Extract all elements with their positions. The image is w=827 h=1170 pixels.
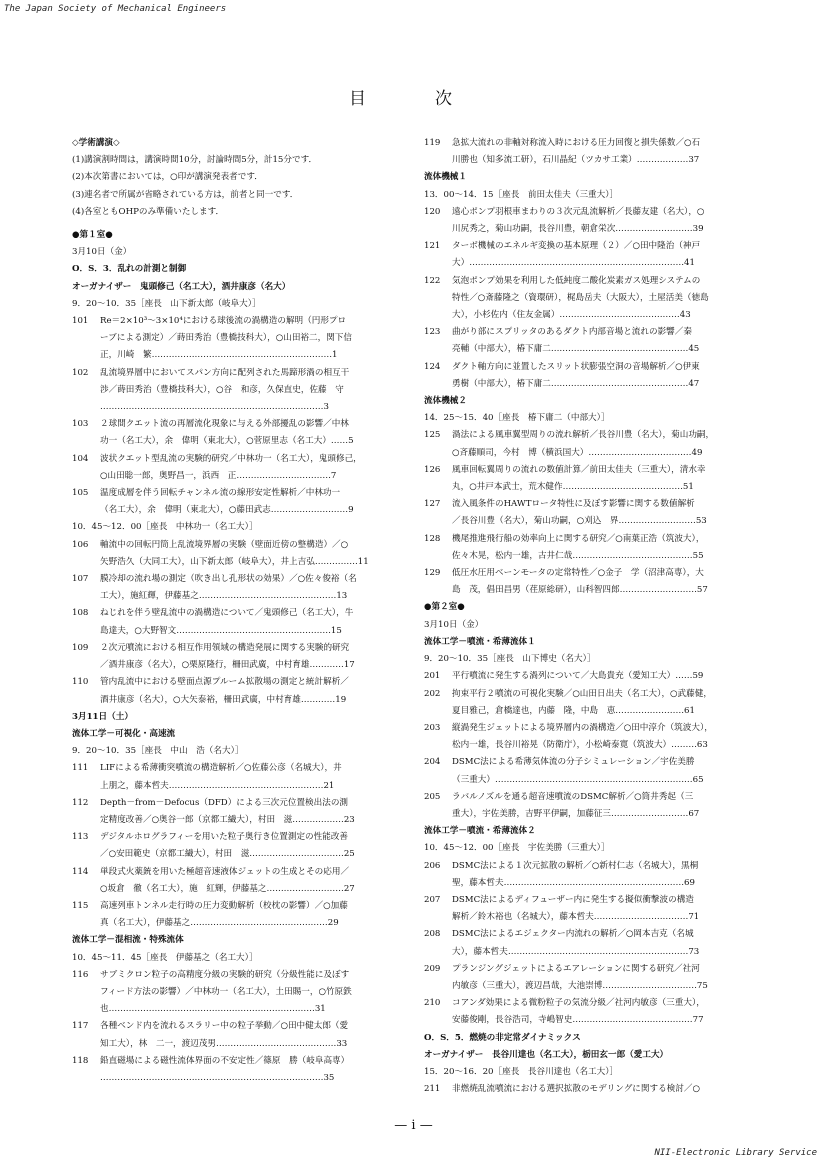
text-line: 15．20〜16．20［座長 長谷川達也（名工大）］ (424, 1066, 619, 1077)
entry-line: ○斉藤順司，今村 博（横浜国大）………………………………49 (452, 447, 703, 458)
entry-line: 解析／鈴木裕也（名城大），藤本哲夫……………………………71 (452, 912, 700, 923)
toc-entry[interactable] (424, 892, 760, 926)
section-heading: ●第２室● (424, 602, 465, 613)
text-line: 9．20〜10．35［座長 中山 浩（名大）］ (72, 746, 244, 757)
toc-entry[interactable] (424, 1081, 760, 1098)
text-line: 9．20〜10．35［座長 山下新太郎（岐阜大）］ (72, 298, 261, 309)
toc-entry[interactable] (424, 324, 760, 358)
toc-entry[interactable] (424, 531, 760, 565)
entry-line: ターボ機械のエネルギ変換の基本原理（２）／○田中隆治（神戸 (452, 241, 701, 252)
entry-line: （名工大），余 偉明（東北大），○藤田武志………………………9 (100, 505, 354, 516)
entry-number: 126 (424, 464, 441, 475)
entry-line: 急拡大流れの非軸対称流入時における圧力回復と損失係数／○石 (452, 138, 701, 148)
entry-line: ２球間クエット流の再層流化現象に与える外部擾乱の影響／中林 (100, 419, 349, 430)
entry-line: 矢野浩久（大同工大），山下新太郎（岐阜大），井上吉弘……………11 (100, 556, 369, 567)
text-line: (2)本次第書においては，○印が講演発表者です． (72, 172, 263, 183)
entry-line: 松内一雄，長谷川裕晃（防衛庁），小松崎泰寛（筑波大）………63 (452, 740, 708, 751)
entry-text (100, 898, 408, 932)
entry-number: 107 (72, 574, 89, 585)
entry-text (452, 668, 760, 685)
entry-line: 功一（名工大），余 偉明（東北大），○菅原里志（名工大）……5 (100, 436, 354, 447)
section-heading: 流体機械２ (424, 396, 467, 407)
entry-number: 207 (424, 894, 441, 905)
text-line: 13．00〜14．15［座長 前田太佳夫（三重大）］ (424, 189, 619, 200)
entry-line: DSMC法による希薄気体流の分子シミュレーション／宇佐美勝 (452, 757, 695, 768)
entry-number: 210 (424, 998, 441, 1009)
entry-line: コアンダ効果による微粉粒子の気流分級／社河内敏彦（三重大）， (452, 998, 705, 1009)
entry-text (100, 1018, 408, 1052)
entry-number: 110 (72, 677, 89, 688)
entry-text (100, 365, 408, 417)
entry-number: 104 (72, 453, 89, 464)
entry-line: 気泡ポンプ効果を利用した低純度二酸化炭素ガス処理システムの (452, 275, 701, 286)
page-title: 目 次 (349, 89, 478, 109)
section-heading: 流体工学－噴流・希薄流体２ (424, 826, 536, 837)
entry-number: 105 (72, 488, 89, 499)
entry-line: ／酒井康彦（名大），○栗原隆行，柵田武廣，中村育雄…………17 (100, 660, 355, 671)
toc-entry[interactable] (72, 898, 408, 932)
entry-number: 121 (424, 241, 441, 252)
entry-line: 遠心ポンプ羽根車まわりの３次元乱流解析／長藤友建（名大），○ (452, 206, 705, 217)
entry-text (452, 238, 760, 272)
toc-entry[interactable] (72, 967, 408, 1019)
page-number: — i — (394, 1118, 433, 1133)
entry-line: 各種ベンド内を流れるスラリー中の粒子挙動／○田中健太郎（愛 (100, 1021, 349, 1032)
entry-line: 重大），宇佐美勝，吉野平伊嗣，加藤征三………………………67 (452, 808, 700, 819)
entry-line: 島 茂，倡田昌男（荏原総研），山科智四郎………………………57 (452, 585, 708, 596)
entry-line: 真（名工大），伊藤基之…………………………………………29 (100, 918, 339, 929)
entry-line: 定精度改善／○奥谷一郎（京都工繊大），村田 滋………………23 (100, 814, 355, 825)
entry-line: ○山田聡一郎，奥野昌一，浜西 正……………………………7 (100, 470, 337, 481)
entry-line: 酒井康彦（名大），○大矢泰裕，柵田武廣，中村育雄…………19 (100, 694, 347, 705)
entry-line: 管内乱流中における壁面点源プルーム拡散場の測定と統計解析／ (100, 677, 349, 688)
entry-line: 特性／○斎藤隆之（資環研），梶島岳夫（大阪大），土屋活美（徳島 (452, 292, 709, 303)
toc-entry[interactable] (72, 365, 408, 417)
entry-line: LIFによる希薄衝突噴流の構造解析／○佐藤公彦（名城大），井 (100, 763, 342, 774)
entry-number: 202 (424, 688, 441, 699)
entry-number: 101 (72, 316, 89, 327)
entry-line: 大），藤本哲夫………………………………………………………73 (452, 946, 700, 957)
entry-number: 108 (72, 608, 89, 619)
entry-text (100, 451, 408, 485)
toc-entry[interactable] (424, 995, 760, 1029)
entry-line: 流入風条件のHAWTロータ特性に及ぼす影響に関する数値解析 (452, 499, 695, 510)
entry-line: 島達夫，○大野智文………………………………………………15 (100, 625, 342, 636)
entry-number: 205 (424, 791, 441, 802)
text-line: 10．45〜12．00［座長 宇佐美勝（三重大）］ (424, 843, 610, 854)
toc-entry[interactable] (424, 789, 760, 823)
journal-header: The Japan Society of Mechanical Engineers (4, 4, 227, 14)
entry-text (452, 961, 760, 995)
toc-column-right (424, 135, 760, 1098)
entry-line: 高速列車トンネル走行時の圧力変動解析（校枕の影響）／○加藤 (100, 900, 348, 911)
entry-number: 127 (424, 499, 441, 510)
entry-text (100, 674, 408, 708)
entry-text (452, 427, 760, 461)
entry-line: 川尻秀之，菊山功嗣，長谷川豊，朝倉栄次………………………39 (452, 224, 704, 235)
text-line: 10．45〜11．45［座長 伊藤基之（名工大）］ (72, 952, 258, 963)
entry-line: ーブによる測定）／蒔田秀治（豊橋技科大），○山田裕二，関下信 (100, 333, 352, 344)
entry-line: 大），小杉佐内（住友金属）……………………………………43 (452, 310, 691, 321)
entry-line: 平行噴流に発生する渦列について／大島貴充（愛知工大）……59 (452, 671, 704, 682)
text-line: (1)講演割時間は，講演時間10分，討論時間5分，計15分です． (72, 155, 318, 166)
entry-line: 内敏彦（三重大），渡辺昌哉，大池崇博……………………………75 (452, 980, 708, 991)
toc-entry[interactable] (72, 1053, 408, 1087)
entry-text (452, 462, 760, 496)
toc-entry[interactable] (424, 135, 760, 169)
entry-number: 112 (72, 797, 89, 808)
toc-column-left (72, 135, 408, 1087)
entry-number: 123 (424, 327, 441, 338)
entry-line: ラバルノズルを通る超音速噴流のDSMC解析／○筒井秀起（三 (452, 791, 694, 802)
library-footer: NII-Electronic Library Service (654, 1148, 817, 1158)
entry-text (452, 754, 760, 788)
toc-entry[interactable] (424, 273, 760, 325)
entry-text (452, 359, 760, 393)
toc-entry[interactable] (424, 668, 760, 685)
entry-line: 亮輔（中部大），椿下庸二…………………………………………45 (452, 344, 700, 355)
entry-line: ……………………………………………………………………35 (100, 1072, 335, 1083)
entry-line: ……………………………………………………………………3 (100, 402, 329, 413)
entry-line: ダクト軸方向に並置したスリット状膨張空洞の音場解析／○伊東 (452, 361, 700, 372)
entry-number: 122 (424, 275, 441, 286)
entry-text (100, 640, 408, 674)
entry-number: 128 (424, 533, 441, 544)
entry-line: 大）…………………………………………………………………41 (452, 258, 695, 269)
entry-text (452, 892, 760, 926)
entry-text (100, 537, 408, 571)
toc-entry[interactable] (424, 427, 760, 461)
entry-text (100, 760, 408, 794)
entry-line: 勇樹（中部大），椿下庸二…………………………………………47 (452, 378, 700, 389)
entry-text (452, 565, 760, 599)
section-heading: 流体機械１ (424, 172, 467, 183)
entry-line: 渉／蒔田秀治（豊橋技科大），○谷 和彦，久保直史，佐藤 守 (100, 384, 344, 395)
entry-text (100, 416, 408, 450)
entry-number: 120 (424, 206, 441, 217)
entry-number: 116 (72, 969, 89, 980)
entry-number: 109 (72, 642, 89, 653)
entry-line: 曲がり部にスプリッタのあるダクト内部音場と流れの影響／秦 (452, 327, 692, 338)
toc-entry[interactable] (424, 462, 760, 496)
entry-line: プランジングジェットによるエアレーションに関する研究／社河 (452, 963, 700, 974)
section-heading: O．S．3．乱れの計測と制御 (72, 264, 187, 275)
entry-line: デジタルホログラフィーを用いた粒子奥行き位置測定の性能改善 (100, 832, 349, 843)
entry-number: 118 (72, 1055, 89, 1066)
toc-entry[interactable] (424, 858, 760, 892)
entry-number: 209 (424, 963, 441, 974)
text-line: 10．45〜12．00［座長 中林功一（名工大）］ (72, 522, 258, 533)
entry-number: 129 (424, 568, 441, 579)
text-line: 3月10日（金） (72, 247, 132, 258)
section-heading: 流体工学－混相流・特殊流体 (72, 935, 184, 946)
entry-text (100, 605, 408, 639)
section-heading: 流体工学－可視化・高速流 (72, 728, 176, 739)
entry-line: 縦渦発生ジェットによる境界層内の渦構造／○田中淳介（筑波大）， (452, 722, 713, 733)
entry-number: 124 (424, 361, 441, 372)
entry-number: 208 (424, 929, 441, 940)
entry-line: 知工大），林 二一，渡辺茂男……………………………………33 (100, 1038, 348, 1049)
entry-line: ねじれを伴う壁乱流中の渦構造について／鬼頭修己（名工大），牛 (100, 608, 354, 619)
section-heading: ●第１室● (72, 230, 113, 241)
notes-heading: ◇学術講演◇ (72, 138, 120, 148)
entry-text (452, 496, 760, 530)
entry-line: 拘束平行２噴流の可視化実験／○山田日出夫（名工大），○武藤健， (452, 688, 712, 699)
toc-entry[interactable] (424, 359, 760, 393)
toc-entry[interactable] (72, 571, 408, 605)
entry-line: 夏目雅己，倉橋達也，内藤 隆，中島 恵……………………61 (452, 705, 695, 716)
toc-entry[interactable] (72, 416, 408, 450)
toc-entry[interactable] (72, 864, 408, 898)
toc-entry[interactable] (424, 686, 760, 720)
toc-entry[interactable] (424, 238, 760, 272)
toc-entry[interactable] (72, 674, 408, 708)
entry-number: 206 (424, 860, 441, 871)
entry-number: 113 (72, 832, 89, 843)
entry-text (100, 829, 408, 863)
entry-line: 安藤俊剛，長谷浩司，寺嶋智史……………………………………77 (452, 1015, 704, 1026)
entry-number: 211 (424, 1084, 441, 1095)
entry-text (452, 204, 760, 238)
entry-text (452, 1081, 760, 1098)
entry-line: 也………………………………………………………………31 (100, 1004, 326, 1015)
entry-text (100, 1053, 408, 1087)
entry-number: 102 (72, 367, 89, 378)
entry-number: 106 (72, 539, 89, 550)
entry-line: 波状クエット型乱流の実験的研究／中林功一（名工大），鬼頭修己， (100, 453, 362, 464)
entry-number: 103 (72, 419, 89, 430)
section-heading: O．S．5．燃焼の非定常ダイナミックス (424, 1032, 581, 1043)
toc-entry[interactable] (72, 829, 408, 863)
toc-entry[interactable] (72, 760, 408, 794)
entry-number: 117 (72, 1021, 89, 1032)
text-line: (4)各室ともOHPのみ準備いたします． (72, 206, 225, 217)
toc-entry[interactable] (72, 537, 408, 571)
entry-number: 114 (72, 866, 89, 877)
entry-number: 111 (72, 763, 89, 774)
toc-entry[interactable] (72, 1018, 408, 1052)
entry-line: 膜冷却の流れ場の測定（吹き出し孔形状の効果）／○佐々俊裕（名 (100, 574, 357, 585)
toc-entry[interactable] (424, 926, 760, 960)
entry-line: 低圧水圧用ベーンモータの定常特性／○金子 学（沼津高専），大 (452, 568, 704, 579)
entry-text (452, 531, 760, 565)
entry-number: 115 (72, 900, 89, 911)
toc-entry[interactable] (72, 640, 408, 674)
entry-line: 軸流中の回転円筒上乱流境界層の実験（壁面近傍の整構造）／○ (100, 539, 349, 550)
toc-entry[interactable] (424, 754, 760, 788)
section-heading: 流体工学－噴流・希薄流体１ (424, 636, 536, 647)
entry-line: 佐々木晃，松内一雄，古井仁哉……………………………………55 (452, 550, 704, 561)
entry-text (100, 864, 408, 898)
entry-line: 風車回転翼周りの流れの数値計算／前田太佳夫（三重大），清水幸 (452, 464, 706, 475)
entry-number: 204 (424, 757, 441, 768)
toc-entry[interactable] (72, 313, 408, 365)
entry-text (100, 967, 408, 1019)
entry-line: DSMC法によるエジェクター内流れの解析／○岡本吉克（名城 (452, 929, 694, 940)
entry-text (100, 485, 408, 519)
toc-entry[interactable] (424, 204, 760, 238)
entry-line: ／長谷川豊（名大），菊山功嗣，○刈込 界………………………53 (452, 516, 707, 527)
entry-line: 鉛直磁場による磁性流体界面の不安定性／篠原 勝（岐阜高専） (100, 1055, 350, 1066)
entry-line: 正，川崎 繁………………………………………………………1 (100, 350, 338, 361)
toc-entry[interactable] (424, 961, 760, 995)
toc-entry[interactable] (424, 720, 760, 754)
entry-text (452, 273, 760, 325)
entry-text (452, 135, 760, 169)
entry-text (100, 313, 408, 365)
toc-entry[interactable] (424, 565, 760, 599)
entry-line: 非燃焼乱流噴流における選択拡散のモデリングに関する検討／○ (452, 1084, 700, 1095)
entry-text (100, 571, 408, 605)
entry-line: Re＝2×10³〜3×10⁴における球後流の渦構造の解明（円形プロ (100, 316, 347, 327)
text-line: 14．25〜15．40［座長 椿下庸二（中部大）］ (424, 413, 610, 424)
toc-entry[interactable] (72, 605, 408, 639)
entry-text (452, 858, 760, 892)
entry-line: 聖，藤本哲夫………………………………………………………69 (452, 877, 695, 888)
section-heading: オーガナイザー 長谷川達也（名工大），栃田玄一郎（愛工大） (424, 1049, 669, 1060)
entry-line: Depth－from－Defocus（DFD）による三次元位置検出法の測 (100, 797, 349, 808)
entry-line: サブミクロン粒子の高精度分級の実験的研究（分級性能に及ぼす (100, 969, 350, 980)
entry-line: 渦法による風車翼型周りの流れ解析／長谷川豊（名大），菊山功嗣， (452, 430, 715, 441)
entry-text (452, 789, 760, 823)
toc-entry[interactable] (424, 496, 760, 530)
entry-line: 単段式火薬銃を用いた極超音速液体ジェットの生成とその応用／ (100, 866, 350, 877)
entry-line: 温度成層を伴う回転チャンネル流の線形安定性解析／中林功一 (100, 488, 341, 499)
toc-entry[interactable] (72, 485, 408, 519)
text-line: 9．20〜10．35［座長 山下博史（名大）］ (424, 654, 596, 665)
entry-line: ○坂倉 徹（名工大），施 紅輝，伊藤基之………………………27 (100, 883, 355, 894)
entry-line: ／○安田範史（京都工繊大），村田 滋……………………………25 (100, 849, 355, 860)
entry-text (452, 720, 760, 754)
entry-line: DSMC法による１次元拡散の解析／○新村仁志（名城大），黒桐 (452, 860, 699, 871)
entry-line: ２次元噴流における相互作用領域の構造発展に関する実験的研究 (100, 642, 350, 653)
entry-line: フィード方法の影響）／中林功一（名工大），土田賜一，○竹原鉄 (100, 986, 352, 997)
entry-line: 機尾推進飛行船の効率向上に関する研究／○南葉正浩（筑波大）， (452, 533, 705, 544)
entry-text (452, 995, 760, 1029)
entry-number: 125 (424, 430, 441, 441)
entry-line: （三重大）……………………………………………………………65 (452, 774, 704, 785)
entry-number: 119 (424, 138, 441, 148)
section-heading: 3月11日（土） (72, 711, 133, 722)
toc-entry[interactable] (72, 451, 408, 485)
entry-number: 203 (424, 722, 441, 733)
entry-line: 川勝也（知多流工研），石川晶紀（ツカサ工業）………………37 (452, 155, 700, 166)
entry-text (452, 686, 760, 720)
entry-line: 工大），施紅輝，伊藤基之…………………………………………13 (100, 591, 348, 602)
entry-text (452, 926, 760, 960)
entry-line: 丸，○井戸本武士，荒木健作……………………………………51 (452, 482, 694, 493)
entry-text (452, 324, 760, 358)
entry-text (100, 795, 408, 829)
text-line: 3月10日（金） (424, 619, 484, 630)
entry-line: DSMC法によるディフューザー内に発生する擬似衝撃波の構造 (452, 894, 694, 905)
entry-line: 乱流境界層中においてスパン方向に配列された馬蹄形渦の相互干 (100, 367, 350, 378)
toc-entry[interactable] (72, 795, 408, 829)
entry-number: 201 (424, 671, 441, 682)
entry-line: 上朋之，藤本哲夫………………………………………………21 (100, 780, 335, 791)
text-line: (3)連名者で所属が省略されている方は，前者と同一です． (72, 189, 299, 200)
section-heading: オーガナイザー 鬼頭修己（名工大），酒井康彦（名大） (72, 281, 291, 292)
